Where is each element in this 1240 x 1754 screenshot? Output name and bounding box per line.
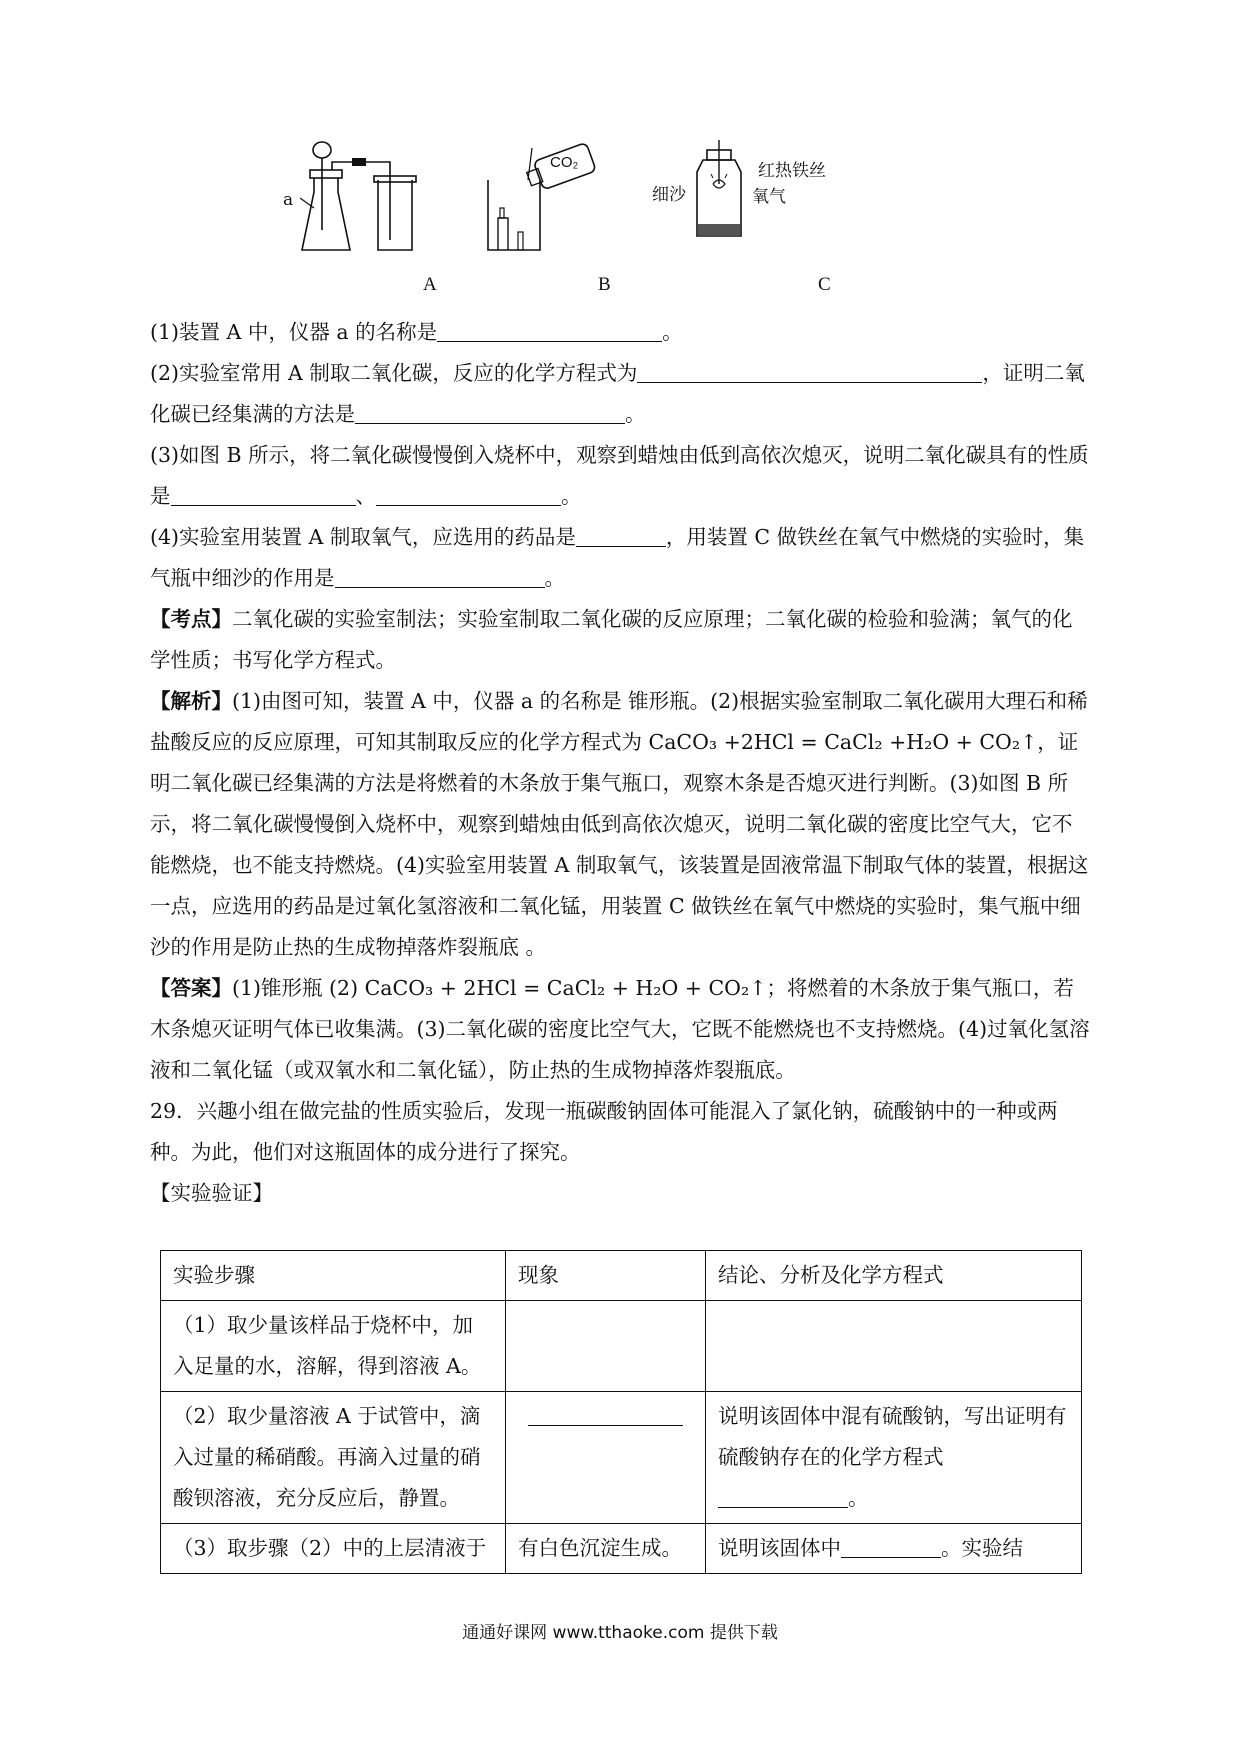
daan-text: (1)锥形瓶 (2) CaCO₃ + 2HCl = CaCl₂ + H₂O + CO₂↑；将燃着的木条放于集气瓶口，若木条熄灭证明气体已收集满。(3)二氧化碳的密度比空气大，它既不能燃烧也不支持燃烧。(4)过氧化氢溶液和二氧化锰（或双氧水和二氧化锰），防止热的生成物掉落炸裂瓶底。 xyxy=(150,976,1090,1082)
q2-text: (2)实验室常用 A 制取二氧化碳，反应的化学方程式为 xyxy=(150,361,638,385)
q4-text-b: ，用装置 C 做铁丝在氧气中燃烧的实验时，集气瓶中细沙的作用是 xyxy=(150,525,1085,590)
r2-conclusion-text: 说明该固体中混有硫酸钠，写出证明有硫酸钠存在的化学方程式 xyxy=(718,1404,1067,1469)
kaodian-text: 二氧化碳的实验室制法；实验室制取二氧化碳的反应原理；二氧化碳的检验和验满；氧气的化学性质；书写化学方程式。 xyxy=(150,607,1073,672)
footer: 通通好课网 www.tthaoke.com 提供下载 xyxy=(462,1623,778,1643)
r2-end: 。 xyxy=(848,1486,869,1510)
jiexi-tag: 【解析】 xyxy=(150,689,232,713)
table-cell xyxy=(506,1392,706,1524)
r3-blank[interactable] xyxy=(841,1537,941,1558)
q3-blank-1[interactable] xyxy=(171,485,356,506)
q4-reagent-blank[interactable] xyxy=(576,526,666,547)
q1-text: (1)装置 A 中，仪器 a 的名称是 xyxy=(150,320,438,344)
jiexi-text: (1)由图可知，装置 A 中，仪器 a 的名称是 锥形瓶。(2)根据实验室制取二氧化碳用大理石和稀盐酸反应的反应原理，可知其制取反应的化学方程式为 CaCO₃ +2HCl = CaCl₂ +H₂O + CO₂↑，证明二氧化碳已经集满的方法是将燃着的木条放于集气瓶口，观察木条是否熄灭进行判断。(3)如图 B 所示，将二氧化碳慢慢倒入烧杯中，观察到蜡烛由低到高依次熄灭，说明二氧化碳的密度比空气大，它不能燃烧，也不能支持燃烧。(4)实验室用装置 A 制取氧气，该装置是固液常温下制取气体的装置，根据这一点，应选用的药品是过氧化氢溶液和二氧化锰，用装置 C 做铁丝在氧气中燃烧的实验时，集气瓶中细沙的作用是防止热的生成物掉落炸裂瓶底 。 xyxy=(150,689,1089,959)
kaodian-tag: 【考点】 xyxy=(150,607,232,631)
figure-b-apparatus xyxy=(478,140,608,260)
table-cell xyxy=(706,1392,1082,1524)
figure-c-sand-label: 细沙 xyxy=(652,185,686,205)
q2-text-b: ，证明二氧化碳已经集满的方法是 xyxy=(150,361,1085,426)
figure-a-caption: A xyxy=(423,274,437,295)
q2-method-blank[interactable] xyxy=(355,403,625,424)
section-heading: 【实验验证】 xyxy=(150,1181,273,1205)
question-block xyxy=(150,312,1090,1214)
jiexi-paragraph xyxy=(150,681,1090,968)
table-cell xyxy=(706,1524,1082,1574)
kaodian-paragraph xyxy=(150,599,1090,681)
q3-blank-2[interactable] xyxy=(376,485,561,506)
table-cell: （2）取少量溶液 A 于试管中，滴入过量的稀硝酸。再滴入过量的硝酸钡溶液，充分反应后，静置。 xyxy=(161,1392,506,1524)
question-2 xyxy=(150,353,1090,435)
apparatus-figures xyxy=(283,140,980,300)
figure-c-caption: C xyxy=(818,274,831,295)
q3-text: (3)如图 B 所示，将二氧化碳慢慢倒入烧杯中，观察到蜡烛由低到高依次熄灭，说明二氧化碳具有的性质是 xyxy=(150,443,1089,508)
figure-a-instrument-label: a xyxy=(283,190,294,210)
daan-paragraph xyxy=(150,968,1090,1091)
table-cell xyxy=(706,1301,1082,1392)
experiment-table xyxy=(160,1250,1082,1574)
table-cell xyxy=(506,1301,706,1392)
phenomenon-blank[interactable] xyxy=(528,1405,683,1426)
q3-end: 。 xyxy=(561,484,582,508)
figure-a-apparatus xyxy=(300,140,470,260)
figure-c-iron-wire-label: 红热铁丝 xyxy=(758,161,826,181)
question-1 xyxy=(150,312,1090,353)
table-cell: （3）取步骤（2）中的上层清液于 xyxy=(161,1524,506,1574)
question-29: 29．兴趣小组在做完盐的性质实验后，发现一瓶碳酸钠固体可能混入了氯化钠，硫酸钠中的一种或两种。为此，他们对这瓶固体的成分进行了探究。 xyxy=(150,1099,1058,1164)
q1-end: 。 xyxy=(662,320,683,344)
question-3 xyxy=(150,435,1090,517)
figure-b-co2-label: CO₂ xyxy=(550,154,579,171)
daan-tag: 【答案】 xyxy=(150,976,232,1000)
q2-equation-blank[interactable] xyxy=(637,362,982,383)
table-cell: （1）取少量该样品于烧杯中，加入足量的水，溶解，得到溶液 A。 xyxy=(161,1301,506,1392)
q4-text: (4)实验室用装置 A 制取氧气，应选用的药品是 xyxy=(150,525,576,549)
table-cell: 有白色沉淀生成。 xyxy=(506,1524,706,1574)
table-header: 结论、分析及化学方程式 xyxy=(706,1251,1082,1301)
r2-equation-blank[interactable] xyxy=(718,1487,848,1508)
r3-conclusion-text: 说明该固体中 xyxy=(718,1536,841,1560)
figure-c-oxygen-label: 氧气 xyxy=(752,187,786,207)
r3-end: 。实验结 xyxy=(941,1536,1023,1560)
table-row xyxy=(161,1524,1082,1574)
table-header-row xyxy=(161,1251,1082,1301)
table-row xyxy=(161,1301,1082,1392)
table-header: 实验步骤 xyxy=(161,1251,506,1301)
table-header: 现象 xyxy=(506,1251,706,1301)
q3-sep: 、 xyxy=(355,484,376,508)
q1-blank[interactable] xyxy=(437,321,662,342)
q2-end: 。 xyxy=(625,402,646,426)
q4-sand-blank[interactable] xyxy=(335,567,545,588)
question-4 xyxy=(150,517,1090,599)
figure-b-caption: B xyxy=(598,274,611,295)
q4-end: 。 xyxy=(544,566,565,590)
table-row xyxy=(161,1392,1082,1524)
